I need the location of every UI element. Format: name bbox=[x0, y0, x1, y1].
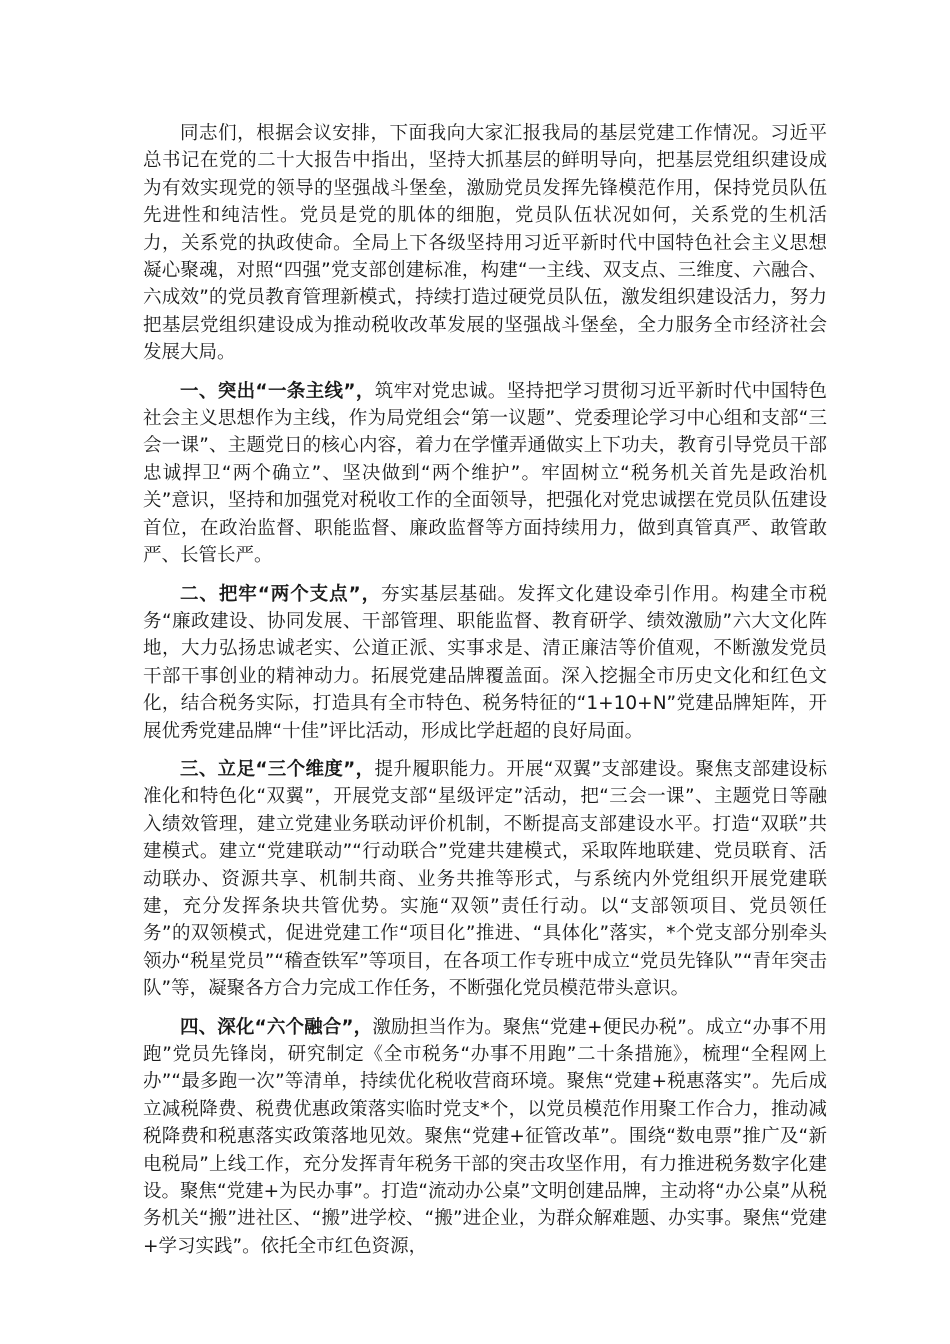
paragraph-intro-text: 同志们，根据会议安排，下面我向大家汇报我局的基层党建工作情况。习近平总书记在党的二十大报告中指出，坚持大抓基层的鲜明导向，把基层党组织建设成为有效实现党的领导的坚强战斗堡垒，激励党员发挥先锋模范作用，保持党员队伍先进性和纯洁性。党员是党的肌体的细胞，党员队伍状况如何，关系党的生机活力，关系党的执政使命。全局上下各级坚持用习近平新时代中国特色社会主义思想凝心聚魂，对照“四强”党支部创建标准，构建“一主线、双支点、三维度、六融合、六成效”的党员教育管理新模式，持续打造过硬党员队伍，激发组织建设活力，努力把基层党组织建设成为推动税收改革发展的坚强战斗堡垒，全力服务全市经济社会发展大局。 bbox=[143, 123, 827, 364]
section-one-heading: 一、突出“一条主线”， bbox=[180, 380, 375, 402]
paragraph-section-two bbox=[143, 581, 827, 745]
document-body bbox=[143, 120, 827, 1260]
section-three-text: 提升履职能力。开展“双翼”支部建设。聚焦支部建设标准化和特色化“双翼”，开展党支部“星级评定”活动，把“三会一课”、主题党日等融入绩效管理，建立党建业务联动评价机制，不断提高支部建设水平。打造“双联”共建模式。建立“党建联动”“行动联合”党建共建模式，采取阵地联建、党员联育、活动联办、资源共享、机制共商、业务共推等形式，与系统内外党组织开展党建联建，充分发挥条块共管优势。实施“双领”责任行动。以“支部领项目、党员领任务”的双领模式，促进党建工作“项目化”推进、“具体化”落实，*个党支部分别牵头领办“税星党员”“稽查铁军”等项目，在各项工作专班中成立“党员先锋队”“青年突击队”等，凝聚各方合力完成工作任务，不断强化党员模范带头意识。 bbox=[143, 758, 827, 1000]
section-two-heading: 二、把牢“两个支点”， bbox=[180, 583, 382, 605]
section-four-text: 激励担当作为。聚焦“党建+便民办税”。成立“办事不用跑”党员先锋岗，研究制定《全市税务“办事不用跑”二十条措施》，梳理“全程网上办”“最多跑一次”等清单，持续优化税收营商环境。聚焦“党建+税惠落实”。先后成立减税降费、税费优惠政策落实临时党支*个，以党员模范作用聚工作合力，推动减税降费和税惠落实政策落地见效。聚焦“党建+征管改革”。围绕“数电票”推广及“新电税局”上线工作，充分发挥青年税务干部的突击攻坚作用，有力推进税务数字化建设。聚焦“党建+为民办事”。打造“流动办公桌”文明创建品牌，主动将“办公桌”从税务机关“搬”进社区、“搬”进学校、“搬”进企业，为群众解难题、办实事。聚焦“党建+学习实践”。依托全市红色资源， bbox=[143, 1016, 827, 1257]
section-three-heading: 三、立足“三个维度”， bbox=[180, 758, 375, 780]
section-one-text: 筑牢对党忠诚。坚持把学习贯彻习近平新时代中国特色社会主义思想作为主线，作为局党组会“第一议题”、党委理论学习中心组和支部“三会一课”、主题党日的核心内容，着力在学懂弄通做实上下功夫，教育引导党员干部忠诚捍卫“两个确立”、坚决做到“两个维护”。牢固树立“税务机关首先是政治机关”意识，坚持和加强党对税收工作的全面领导，把强化对党忠诚摆在党员队伍建设首位，在政治监督、职能监督、廉政监督等方面持续用力，做到真管真严、敢管敢严、长管长严。 bbox=[143, 380, 827, 567]
paragraph-section-four bbox=[143, 1014, 827, 1261]
paragraph-intro bbox=[143, 120, 827, 367]
section-four-heading: 四、深化“六个融合”， bbox=[180, 1016, 373, 1038]
paragraph-section-three bbox=[143, 756, 827, 1003]
section-two-text: 夯实基层基础。发挥文化建设牵引作用。构建全市税务“廉政建设、协同发展、干部管理、职能监督、教育研学、绩效激励”六大文化阵地，大力弘扬忠诚老实、公道正派、实事求是、清正廉洁等价值观，不断激发党员干部干事创业的精神动力。拓展党建品牌覆盖面。深入挖掘全市历史文化和红色文化，结合税务实际，打造具有全市特色、税务特征的“1+10+N”党建品牌矩阵，开展优秀党建品牌“十佳”评比活动，形成比学赶超的良好局面。 bbox=[143, 583, 827, 742]
paragraph-section-one bbox=[143, 378, 827, 570]
